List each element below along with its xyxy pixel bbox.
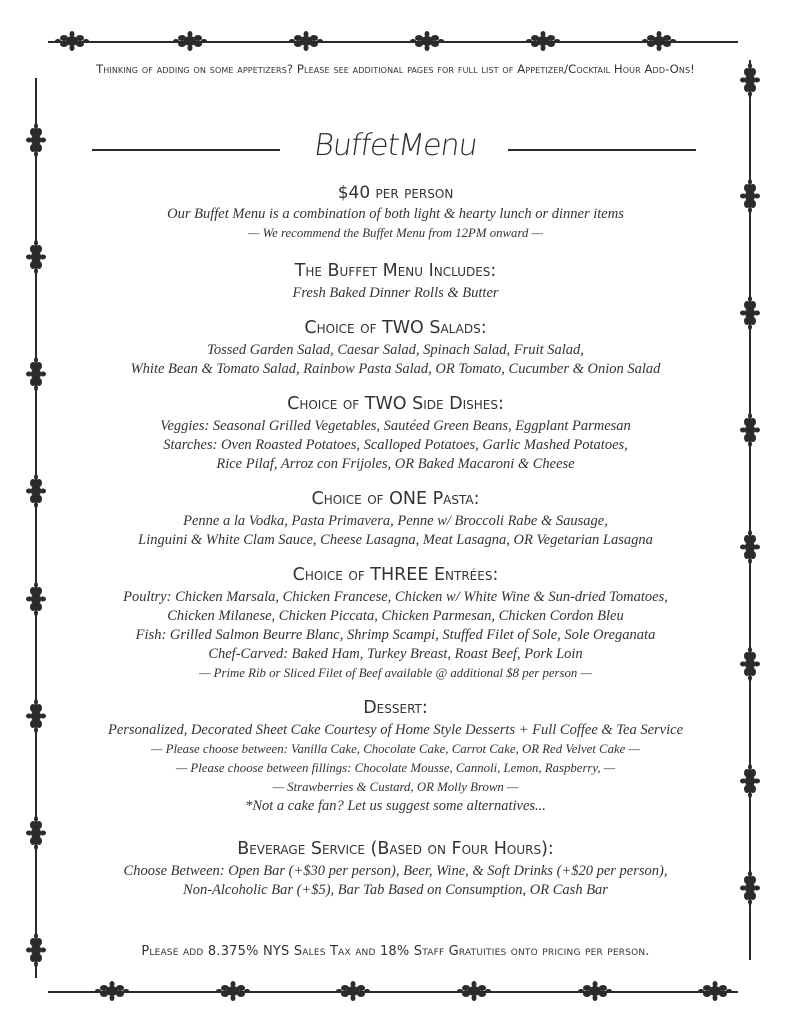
price: $40 per person <box>337 183 454 203</box>
section-note: — Please choose between: Vanilla Cake, Chocolate Cake, Carrot Cake, OR Red Velvet Cake — <box>151 742 640 756</box>
section-line: Rice Pilaf, Arroz con Frijoles, OR Baked Macaroni & Cheese <box>216 456 575 472</box>
section-line: Choose Between: Open Bar (+$30 per person), Beer, Wine, & Soft Drinks (+$20 per person), <box>123 863 668 879</box>
section-line: Penne a la Vodka, Pasta Primavera, Penne w/ Broccoli Rabe & Sausage, <box>183 513 608 529</box>
section-line: *Not a cake fan? Let us suggest some alternatives... <box>245 798 546 814</box>
section-line: White Bean & Tomato Salad, Rainbow Pasta Salad, OR Tomato, Cucumber & Onion Salad <box>130 361 661 377</box>
section-line: Chicken Milanese, Chicken Piccata, Chicken Parmesan, Chicken Cordon Bleu <box>167 608 624 624</box>
section-entrees <box>90 562 701 683</box>
section-heading: Choice of ONE Pasta: <box>311 489 480 509</box>
title-right-rule <box>508 149 696 151</box>
section-note: — Strawberries & Custard, OR Molly Brown — <box>272 780 519 794</box>
section-line: Linguini & White Clam Sauce, Cheese Lasagna, Meat Lasagna, OR Vegetarian Lasagna <box>138 532 653 548</box>
section-heading: Dessert: <box>363 698 428 718</box>
menu-body <box>90 181 701 900</box>
section-line: Chef-Carved: Baked Ham, Turkey Breast, Roast Beef, Pork Loin <box>208 646 583 662</box>
section-heading: The Buffet Menu Includes: <box>294 261 497 281</box>
section-line: Tossed Garden Salad, Caesar Salad, Spinach Salad, Fruit Salad, <box>207 342 584 358</box>
section-dessert <box>90 695 701 816</box>
flourish-icon <box>0 970 791 1015</box>
title-left-rule <box>92 149 280 151</box>
section-includes <box>90 258 701 303</box>
page-title: BuffetMenu <box>311 128 480 163</box>
section-heading: Beverage Service (Based on Four Hours): <box>237 839 554 859</box>
section-beverage <box>90 836 701 900</box>
section-heading: Choice of TWO Salads: <box>304 318 487 338</box>
section-salads <box>90 315 701 379</box>
intro-line: Our Buffet Menu is a combination of both light & hearty lunch or dinner items <box>167 206 624 222</box>
section-line: Fresh Baked Dinner Rolls & Butter <box>292 285 499 301</box>
appetizer-note: Thinking of adding on some appetizers? Please see additional pages for full list of Appetizer/Cocktail Hour Add-Ons! <box>96 62 695 76</box>
flourish-icon <box>0 0 791 60</box>
section-sides <box>90 391 701 474</box>
intro-note: — We recommend the Buffet Menu from 12PM onward — <box>248 226 543 240</box>
tax-gratuity-note: Please add 8.375% NYS Sales Tax and 18% Staff Gratuities onto pricing per person. <box>141 944 650 959</box>
section-line: Fish: Grilled Salmon Beurre Blanc, Shrimp Scampi, Stuffed Filet of Sole, Sole Oreganata <box>135 627 656 643</box>
section-note: — Prime Rib or Sliced Filet of Beef available @ additional $8 per person — <box>199 666 592 680</box>
section-line: Veggies: Seasonal Grilled Vegetables, Sautéed Green Beans, Eggplant Parmesan <box>160 418 631 434</box>
section-heading: Choice of TWO Side Dishes: <box>287 394 504 414</box>
section-line: Poultry: Chicken Marsala, Chicken Francese, Chicken w/ White Wine & Sun-dried Tomatoes, <box>123 589 668 605</box>
section-line: Non-Alcoholic Bar (+$5), Bar Tab Based on Consumption, OR Cash Bar <box>183 882 608 898</box>
section-line: Starches: Oven Roasted Potatoes, Scalloped Potatoes, Garlic Mashed Potatoes, <box>163 437 628 453</box>
section-note: — Please choose between fillings: Chocolate Mousse, Cannoli, Lemon, Raspberry, — <box>175 761 616 775</box>
section-heading: Choice of THREE Entrées: <box>292 565 499 585</box>
section-line: Personalized, Decorated Sheet Cake Courtesy of Home Style Desserts + Full Coffee & Tea Service <box>107 722 684 738</box>
section-pasta <box>90 486 701 550</box>
title-row <box>0 126 791 170</box>
